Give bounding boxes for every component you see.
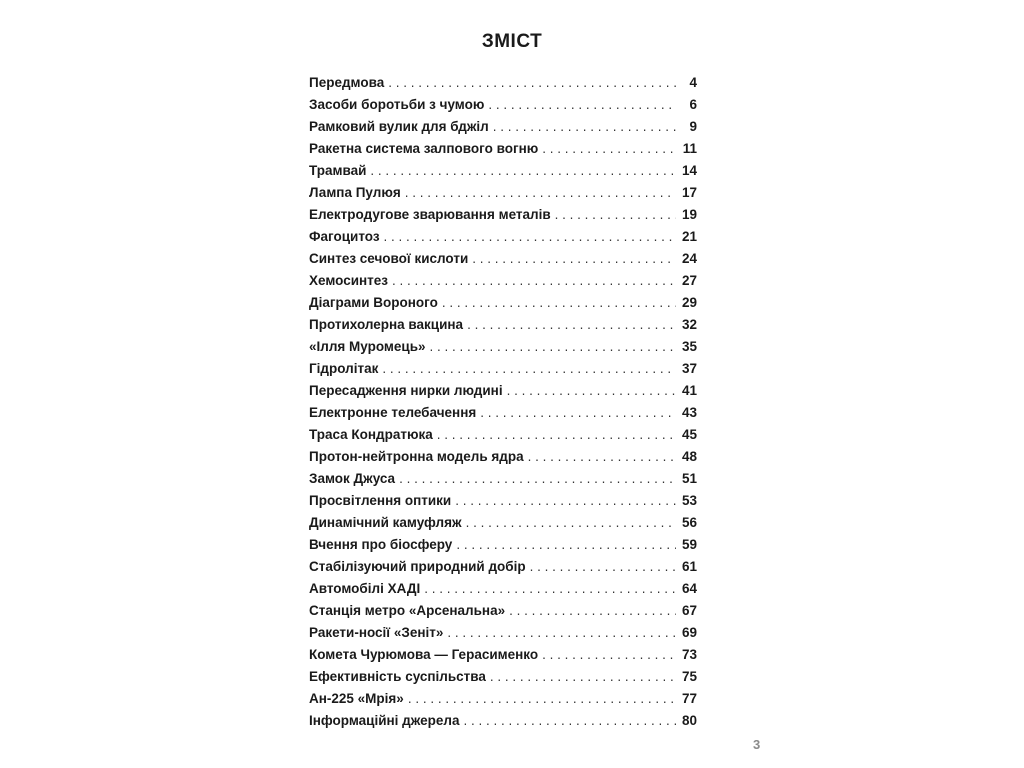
toc-dot-leader [467, 314, 676, 336]
toc-dot-leader [370, 160, 676, 182]
toc-dot-leader [472, 248, 676, 270]
toc-entry [309, 402, 697, 424]
toc-entry-title: Діаграми Вороного [309, 295, 438, 310]
toc-dot-leader [490, 666, 676, 688]
toc-entry-title: Хемосинтез [309, 273, 389, 288]
toc-entry [309, 380, 697, 402]
toc-entry-title: «Ілля Муромець» [309, 339, 426, 354]
toc-entry-title: Протихолерна вакцина [309, 317, 464, 332]
toc-entry [309, 292, 697, 314]
toc-entry [309, 490, 697, 512]
toc-entry [309, 622, 697, 644]
toc-entry-title: Просвітлення оптики [309, 493, 452, 508]
toc-entry-title: Стабілізуючий природний добір [309, 559, 526, 574]
toc-entry-page: 45 [681, 427, 697, 442]
toc-dot-leader [455, 490, 676, 512]
page-number: 3 [753, 737, 761, 752]
toc-entry-title: Інформаційні джерела [309, 713, 460, 728]
toc-entry [309, 446, 697, 468]
toc-dot-leader [447, 622, 676, 644]
toc-entry-page: 61 [681, 559, 697, 574]
toc-entry-title: Ракетна система залпового вогню [309, 141, 539, 156]
toc-entry-page: 43 [681, 405, 697, 420]
toc-entry-page: 35 [681, 339, 697, 354]
toc-entry-title: Електродугове зварювання металів [309, 207, 551, 222]
toc-entry-page: 41 [681, 383, 697, 398]
toc-entry-title: Вчення про біосферу [309, 537, 453, 552]
toc-entry [309, 424, 697, 446]
toc-entry-page: 11 [682, 141, 697, 156]
toc-dot-leader [430, 336, 676, 358]
toc-entry-title: Протон-нейтронна модель ядра [309, 449, 524, 464]
toc-dot-leader [442, 292, 676, 314]
toc-entry [309, 248, 697, 270]
table-of-contents [309, 72, 697, 732]
toc-entry-page: 32 [681, 317, 697, 332]
toc-entry-page: 77 [681, 691, 697, 706]
toc-entry-page: 37 [681, 361, 697, 376]
toc-entry [309, 556, 697, 578]
toc-entry [309, 116, 697, 138]
toc-dot-leader [493, 116, 677, 138]
toc-entry-title: Ан-225 «Мрія» [309, 691, 404, 706]
toc-entry-title: Синтез сечової кислоти [309, 251, 469, 266]
toc-entry-page: 29 [681, 295, 697, 310]
toc-entry-page: 27 [681, 273, 697, 288]
toc-entry-title: Станція метро «Арсенальна» [309, 603, 506, 618]
toc-entry [309, 336, 697, 358]
toc-entry-page: 17 [681, 185, 697, 200]
toc-entry [309, 600, 697, 622]
toc-entry-title: Трамвай [309, 163, 367, 178]
toc-entry-title: Електронне телебачення [309, 405, 477, 420]
toc-dot-leader [509, 600, 676, 622]
toc-entry-title: Динамічний камуфляж [309, 515, 462, 530]
toc-dot-leader [405, 182, 676, 204]
toc-entry [309, 94, 697, 116]
toc-entry [309, 688, 697, 710]
toc-dot-leader [408, 688, 676, 710]
toc-entry-page: 67 [681, 603, 697, 618]
toc-entry [309, 710, 697, 732]
toc-entry-page: 73 [681, 647, 697, 662]
toc-dot-leader [528, 446, 676, 468]
toc-dot-leader [456, 534, 676, 556]
toc-entry-page: 14 [681, 163, 697, 178]
toc-entry-page: 80 [681, 713, 697, 728]
toc-dot-leader [392, 270, 676, 292]
toc-entry-page: 53 [681, 493, 697, 508]
toc-entry [309, 534, 697, 556]
toc-entry-page: 69 [681, 625, 697, 640]
toc-entry [309, 358, 697, 380]
toc-entry-title: Комета Чурюмова — Герасименко [309, 647, 539, 662]
toc-dot-leader [530, 556, 676, 578]
toc-dot-leader [507, 380, 676, 402]
toc-entry [309, 270, 697, 292]
toc-entry-page: 64 [681, 581, 697, 596]
toc-entry-page: 21 [681, 229, 697, 244]
toc-dot-leader [382, 358, 676, 380]
toc-entry-title: Ракети-носії «Зеніт» [309, 625, 444, 640]
toc-entry-title: Пересадження нирки людині [309, 383, 503, 398]
toc-dot-leader [480, 402, 676, 424]
toc-dot-leader [463, 710, 675, 732]
toc-entry-title: Замок Джуса [309, 471, 396, 486]
toc-dot-leader [399, 468, 676, 490]
toc-entry [309, 578, 697, 600]
toc-entry [309, 72, 697, 94]
toc-entry [309, 314, 697, 336]
toc-entry [309, 512, 697, 534]
toc-entry-page: 6 [689, 97, 697, 112]
toc-entry-page: 24 [681, 251, 697, 266]
page-title: ЗМІСТ [481, 31, 543, 52]
toc-dot-leader [555, 204, 676, 226]
toc-entry [309, 182, 697, 204]
toc-entry-title: Гідролітак [309, 361, 379, 376]
toc-entry-page: 56 [681, 515, 697, 530]
toc-entry-page: 48 [681, 449, 697, 464]
toc-entry [309, 138, 697, 160]
toc-entry-title: Ефективність суспільства [309, 669, 486, 684]
toc-dot-leader [542, 138, 676, 160]
toc-entry-page: 9 [689, 119, 697, 134]
toc-entry-page: 59 [681, 537, 697, 552]
toc-entry [309, 644, 697, 666]
toc-entry-title: Передмова [309, 75, 385, 90]
toc-dot-leader [437, 424, 676, 446]
toc-entry-title: Засоби боротьби з чумою [309, 97, 485, 112]
toc-entry-title: Фагоцитоз [309, 229, 380, 244]
toc-entry-page: 75 [681, 669, 697, 684]
toc-entry [309, 226, 697, 248]
toc-dot-leader [542, 644, 676, 666]
toc-entry-title: Лампа Пулюя [309, 185, 401, 200]
toc-entry [309, 160, 697, 182]
toc-dot-leader [424, 578, 676, 600]
toc-entry [309, 468, 697, 490]
toc-entry [309, 666, 697, 688]
toc-entry [309, 204, 697, 226]
toc-entry-title: Автомобілі ХАДІ [309, 581, 421, 596]
toc-dot-leader [388, 72, 677, 94]
toc-entry-page: 4 [689, 75, 697, 90]
toc-entry-title: Траса Кондратюка [309, 427, 433, 442]
toc-dot-leader [384, 226, 676, 248]
toc-entry-page: 19 [681, 207, 697, 222]
toc-dot-leader [488, 94, 677, 116]
toc-dot-leader [466, 512, 676, 534]
toc-entry-title: Рамковий вулик для бджіл [309, 119, 489, 134]
toc-entry-page: 51 [681, 471, 697, 486]
